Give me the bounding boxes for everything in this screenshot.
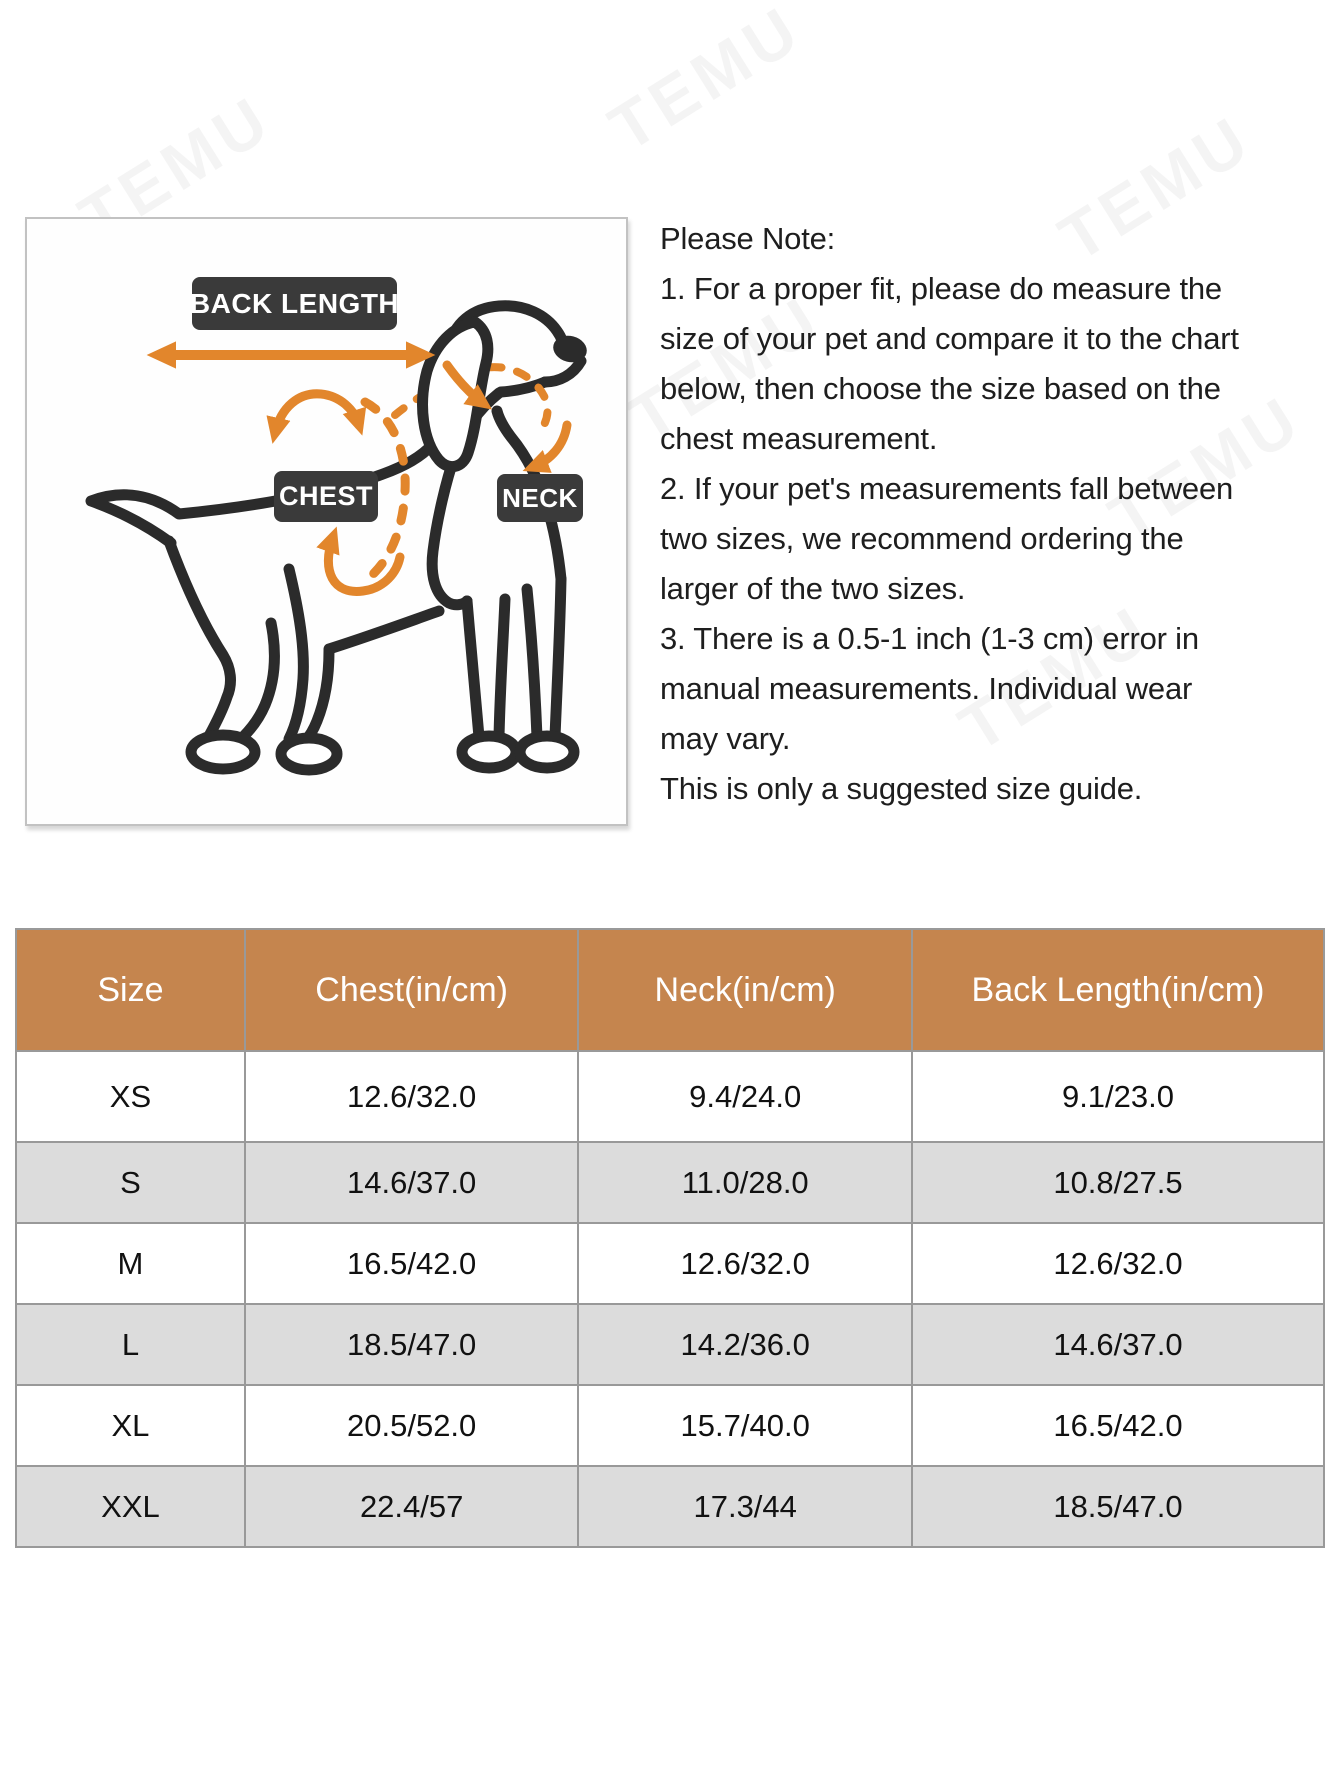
table-cell: 11.0/28.0 bbox=[578, 1142, 912, 1223]
table-cell: 16.5/42.0 bbox=[912, 1385, 1324, 1466]
table-cell: 14.6/37.0 bbox=[245, 1142, 579, 1223]
table-cell: XS bbox=[16, 1051, 245, 1142]
column-header-size: Size bbox=[16, 929, 245, 1051]
table-cell: 22.4/57 bbox=[245, 1466, 579, 1547]
note-line: This is only a suggested size guide. bbox=[660, 771, 1143, 806]
note-line: 3. There is a 0.5-1 inch (1-3 cm) error in bbox=[660, 621, 1199, 656]
table-row-xs bbox=[16, 1051, 1324, 1142]
measurement-diagram bbox=[25, 217, 628, 826]
table-header-row bbox=[16, 929, 1324, 1051]
table-cell: 12.6/32.0 bbox=[245, 1051, 579, 1142]
table-cell: 9.4/24.0 bbox=[578, 1051, 912, 1142]
size-chart-table bbox=[15, 928, 1325, 1548]
table-cell: 9.1/23.0 bbox=[912, 1051, 1324, 1142]
table-cell: 14.2/36.0 bbox=[578, 1304, 912, 1385]
table-cell: 18.5/47.0 bbox=[912, 1466, 1324, 1547]
temu-watermark bbox=[596, 0, 815, 166]
column-header-back-length: Back Length(in/cm) bbox=[912, 929, 1324, 1051]
table-cell: 20.5/52.0 bbox=[245, 1385, 579, 1466]
table-cell: 16.5/42.0 bbox=[245, 1223, 579, 1304]
table-cell: 18.5/47.0 bbox=[245, 1304, 579, 1385]
note-line: 2. If your pet's measurements fall between bbox=[660, 471, 1234, 506]
note-line: Please Note: bbox=[660, 221, 836, 256]
note-line: may vary. bbox=[660, 721, 791, 756]
table-row-m bbox=[16, 1223, 1324, 1304]
table-cell: M bbox=[16, 1223, 245, 1304]
note-line: two sizes, we recommend ordering the bbox=[660, 521, 1184, 556]
chest-label: CHEST bbox=[274, 471, 378, 522]
note-line: 1. For a proper fit, please do measure the bbox=[660, 271, 1222, 306]
back-length-label: BACK LENGTH bbox=[192, 277, 397, 330]
note-line: below, then choose the size based on the bbox=[660, 371, 1221, 406]
table-cell: 15.7/40.0 bbox=[578, 1385, 912, 1466]
table-cell: L bbox=[16, 1304, 245, 1385]
table-cell: S bbox=[16, 1142, 245, 1223]
table-row-xxl bbox=[16, 1466, 1324, 1547]
column-header-chest: Chest(in/cm) bbox=[245, 929, 579, 1051]
neck-label: NECK bbox=[497, 474, 583, 522]
note-line: manual measurements. Individual wear bbox=[660, 671, 1193, 706]
table-cell: XXL bbox=[16, 1466, 245, 1547]
table-cell: 17.3/44 bbox=[578, 1466, 912, 1547]
table-cell: 14.6/37.0 bbox=[912, 1304, 1324, 1385]
fit-notes bbox=[660, 214, 1320, 814]
table-cell: 10.8/27.5 bbox=[912, 1142, 1324, 1223]
table-row-xl bbox=[16, 1385, 1324, 1466]
table-cell: 12.6/32.0 bbox=[912, 1223, 1324, 1304]
note-line: size of your pet and compare it to the chart bbox=[660, 321, 1239, 356]
table-row-s bbox=[16, 1142, 1324, 1223]
table-row-l bbox=[16, 1304, 1324, 1385]
table-cell: 12.6/32.0 bbox=[578, 1223, 912, 1304]
note-line: chest measurement. bbox=[660, 421, 938, 456]
note-line: larger of the two sizes. bbox=[660, 571, 966, 606]
table-cell: XL bbox=[16, 1385, 245, 1466]
column-header-neck: Neck(in/cm) bbox=[578, 929, 912, 1051]
